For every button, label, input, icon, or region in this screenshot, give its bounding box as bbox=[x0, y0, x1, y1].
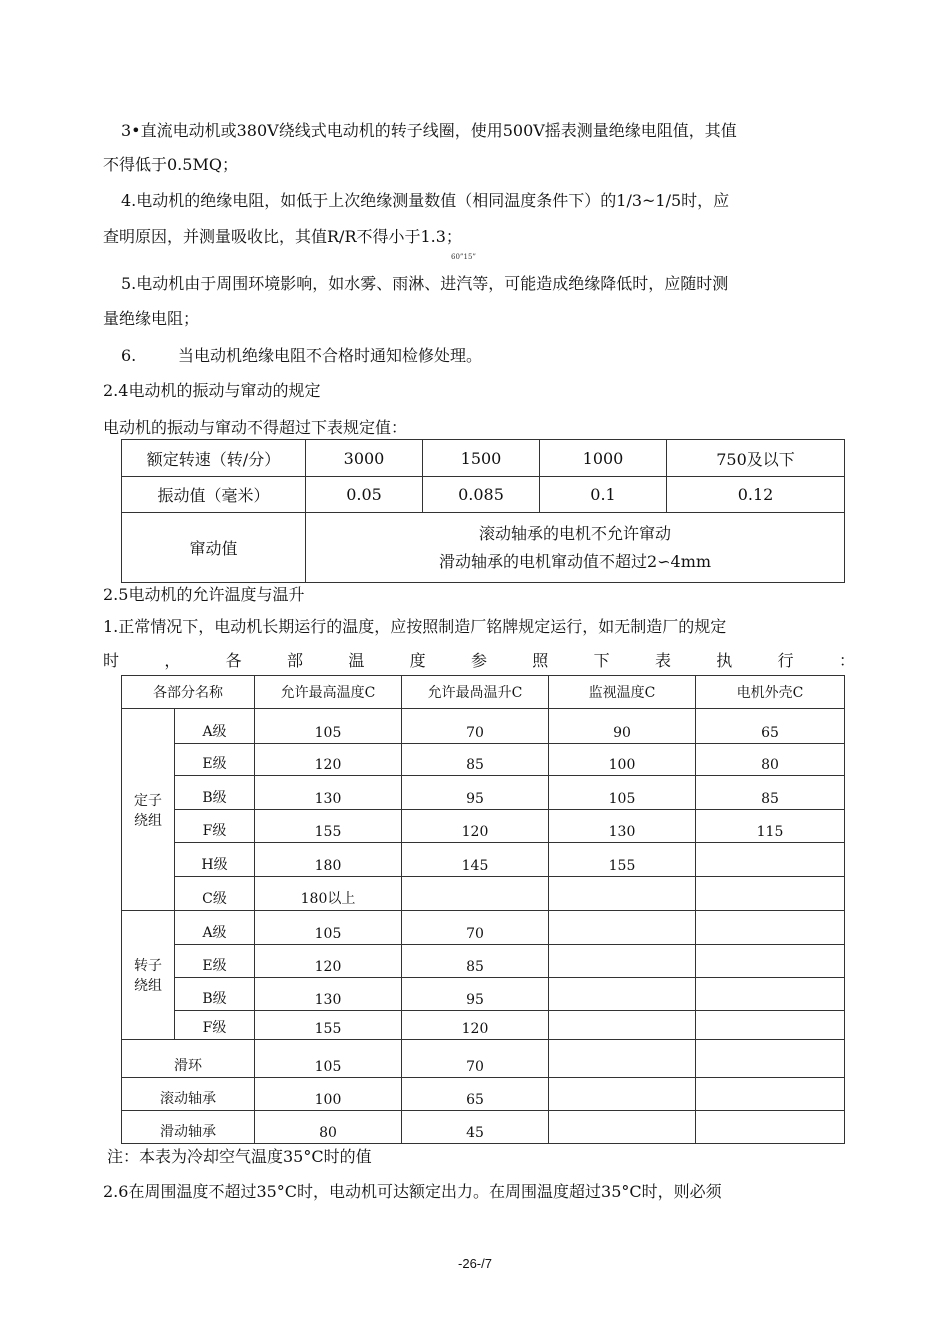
table-cell: E级 bbox=[175, 744, 255, 776]
group-label-stator: 定子 绕组 bbox=[122, 709, 175, 911]
table-cell: 750及以下 bbox=[667, 440, 845, 477]
para-2-6: 2.6在周围温度不超过35°C时，电动机可达额定出力。在周围温度超过35°C时，则必须 bbox=[103, 1182, 722, 1201]
table-row bbox=[122, 911, 845, 945]
table-cell bbox=[696, 1111, 845, 1144]
para-4-subscript: 60”15” bbox=[451, 253, 476, 261]
table-cell bbox=[549, 1040, 696, 1078]
para-2-5-line1: 1.正常情况下，电动机长期运行的温度，应按照制造厂铭牌规定运行，如无制造厂的规定 bbox=[103, 617, 727, 636]
table-cell: 180以上 bbox=[255, 877, 402, 911]
table-cell: A级 bbox=[175, 709, 255, 744]
table-cell: F级 bbox=[175, 1011, 255, 1040]
table-cell: 130 bbox=[549, 810, 696, 843]
para-2-5-line2 bbox=[103, 651, 855, 671]
table-row bbox=[122, 978, 845, 1011]
table-cell: 180 bbox=[255, 843, 402, 877]
table-cell bbox=[696, 877, 845, 911]
table-cell: 120 bbox=[255, 744, 402, 776]
table-cell bbox=[696, 911, 845, 945]
header-cell: 允许最高温度C bbox=[255, 676, 402, 709]
table-cell: 100 bbox=[549, 744, 696, 776]
table-cell: B级 bbox=[175, 776, 255, 810]
spread-char: 参 bbox=[470, 651, 487, 670]
table-cell: 105 bbox=[255, 709, 402, 744]
table-row bbox=[122, 1078, 845, 1111]
table-cell: 振动值（毫米） bbox=[122, 477, 306, 513]
table-cell: 额定转速（转/分） bbox=[122, 440, 306, 477]
table-cell bbox=[402, 877, 549, 911]
table-cell: 滚动轴承 bbox=[122, 1078, 255, 1111]
group-label-rotor: 转子 绕组 bbox=[122, 911, 175, 1040]
temperature-table bbox=[121, 675, 845, 1144]
table-cell: 155 bbox=[255, 1011, 402, 1040]
table-row bbox=[122, 477, 845, 513]
table-cell: 95 bbox=[402, 776, 549, 810]
table-cell: 130 bbox=[255, 776, 402, 810]
table-cell bbox=[696, 843, 845, 877]
table-cell: H级 bbox=[175, 843, 255, 877]
table-cell: 120 bbox=[402, 1011, 549, 1040]
table-cell: 90 bbox=[549, 709, 696, 744]
spread-char: 照 bbox=[532, 651, 549, 670]
table-row bbox=[122, 744, 845, 776]
table-row bbox=[122, 709, 845, 744]
spread-char: 度 bbox=[409, 651, 426, 670]
table-cell: 0.085 bbox=[423, 477, 540, 513]
table-cell: 70 bbox=[402, 1040, 549, 1078]
table-cell bbox=[696, 1040, 845, 1078]
table-cell: F级 bbox=[175, 810, 255, 843]
table-cell: 滑动轴承 bbox=[122, 1111, 255, 1144]
table-cell bbox=[549, 877, 696, 911]
header-cell: 各部分名称 bbox=[122, 676, 255, 709]
spread-char: 表 bbox=[654, 651, 671, 670]
table-cell: 滑环 bbox=[122, 1040, 255, 1078]
table-row bbox=[122, 877, 845, 911]
table-row bbox=[122, 776, 845, 810]
table-cell: 1500 bbox=[423, 440, 540, 477]
table-cell: 155 bbox=[255, 810, 402, 843]
header-cell: 监视温度C bbox=[549, 676, 696, 709]
table-cell: 65 bbox=[696, 709, 845, 744]
table-cell: 80 bbox=[696, 744, 845, 776]
table-cell: C级 bbox=[175, 877, 255, 911]
table-row bbox=[122, 1040, 845, 1078]
heading-2-5: 2.5电动机的允许温度与温升 bbox=[103, 585, 305, 604]
table-cell: 1000 bbox=[540, 440, 667, 477]
table-cell bbox=[549, 978, 696, 1011]
para-6-number: 6. bbox=[121, 346, 137, 365]
table-cell: 85 bbox=[402, 945, 549, 978]
page-number: -26-/7 bbox=[458, 1256, 492, 1271]
table-cell: 105 bbox=[549, 776, 696, 810]
table-cell: 窜动值 bbox=[122, 513, 306, 583]
table-row bbox=[122, 1111, 845, 1144]
table-cell: 105 bbox=[255, 911, 402, 945]
table-row bbox=[122, 676, 845, 709]
table-cell bbox=[549, 945, 696, 978]
spread-char: 各 bbox=[225, 651, 242, 670]
axial-play-cell bbox=[306, 513, 845, 583]
table-cell bbox=[696, 945, 845, 978]
table-cell bbox=[549, 1011, 696, 1040]
axial-play-line1: 滚动轴承的电机不允许窜动 bbox=[478, 523, 671, 543]
table-row bbox=[122, 440, 845, 477]
table-cell: 80 bbox=[255, 1111, 402, 1144]
table-cell: 120 bbox=[402, 810, 549, 843]
table-cell: 95 bbox=[402, 978, 549, 1011]
para-6-text: 当电动机绝缘电阻不合格时通知检修处理。 bbox=[178, 346, 483, 365]
table-cell: 70 bbox=[402, 911, 549, 945]
table-cell: 0.05 bbox=[306, 477, 423, 513]
para-5-line1: 5.电动机由于周围环境影响，如水雾、雨淋、进汽等，可能造成绝缘降低时，应随时测 bbox=[121, 274, 729, 293]
table-cell: A级 bbox=[175, 911, 255, 945]
heading-2-4: 2.4电动机的振动与窜动的规定 bbox=[103, 381, 321, 400]
table-cell: 45 bbox=[402, 1111, 549, 1144]
table-cell bbox=[696, 1078, 845, 1111]
table-cell bbox=[549, 1078, 696, 1111]
para-5-line2: 量绝缘电阻； bbox=[103, 309, 200, 328]
para-3-line2: 不得低于0.5MQ； bbox=[103, 155, 238, 174]
spread-char: ： bbox=[838, 651, 855, 670]
table-cell bbox=[696, 978, 845, 1011]
table-row bbox=[122, 513, 845, 583]
para-4-line1: 4.电动机的绝缘电阻，如低于上次绝缘测量数值（相同温度条件下）的1/3~1/5时，应 bbox=[121, 191, 730, 210]
table-row bbox=[122, 1011, 845, 1040]
table-cell: 120 bbox=[255, 945, 402, 978]
spread-char: 行 bbox=[777, 651, 794, 670]
para-3-line1: 3•直流电动机或380V绕线式电动机的转子线圈，使用500V摇表测量绝缘电阻值，其值 bbox=[121, 121, 737, 140]
table-cell: 100 bbox=[255, 1078, 402, 1111]
table-cell: 85 bbox=[696, 776, 845, 810]
spread-char: 执 bbox=[716, 651, 733, 670]
header-cell: 允许最咼温升C bbox=[402, 676, 549, 709]
para-4-line2: 查明原因，并测量吸收比，其值R/R不得小于1.3； bbox=[103, 227, 462, 246]
table-row bbox=[122, 843, 845, 877]
table-cell: 0.1 bbox=[540, 477, 667, 513]
table-cell: 130 bbox=[255, 978, 402, 1011]
table-cell: 65 bbox=[402, 1078, 549, 1111]
table-cell bbox=[549, 1111, 696, 1144]
spread-char: 温 bbox=[348, 651, 365, 670]
table-cell: 145 bbox=[402, 843, 549, 877]
header-cell: 电机外壳C bbox=[696, 676, 845, 709]
spread-char: 时 bbox=[103, 651, 120, 670]
table-cell: B级 bbox=[175, 978, 255, 1011]
table-cell: 0.12 bbox=[667, 477, 845, 513]
table-cell: 70 bbox=[402, 709, 549, 744]
spread-char: 部 bbox=[286, 651, 303, 670]
table-cell: E级 bbox=[175, 945, 255, 978]
table-cell bbox=[696, 1011, 845, 1040]
table-note: 注：本表为冷却空气温度35°C时的值 bbox=[107, 1147, 372, 1166]
table-cell: 155 bbox=[549, 843, 696, 877]
table-cell: 115 bbox=[696, 810, 845, 843]
intro-2-4: 电动机的振动与窜动不得超过下表规定值： bbox=[103, 418, 408, 437]
vibration-table bbox=[121, 439, 845, 583]
axial-play-line2: 滑动轴承的电机窜动值不超过2∽4mm bbox=[438, 551, 712, 571]
table-row bbox=[122, 810, 845, 843]
table-row bbox=[122, 945, 845, 978]
table-cell: 85 bbox=[402, 744, 549, 776]
table-cell bbox=[549, 911, 696, 945]
table-cell: 105 bbox=[255, 1040, 402, 1078]
spread-char: ， bbox=[164, 651, 181, 670]
spread-char: 下 bbox=[593, 651, 610, 670]
table-cell: 3000 bbox=[306, 440, 423, 477]
